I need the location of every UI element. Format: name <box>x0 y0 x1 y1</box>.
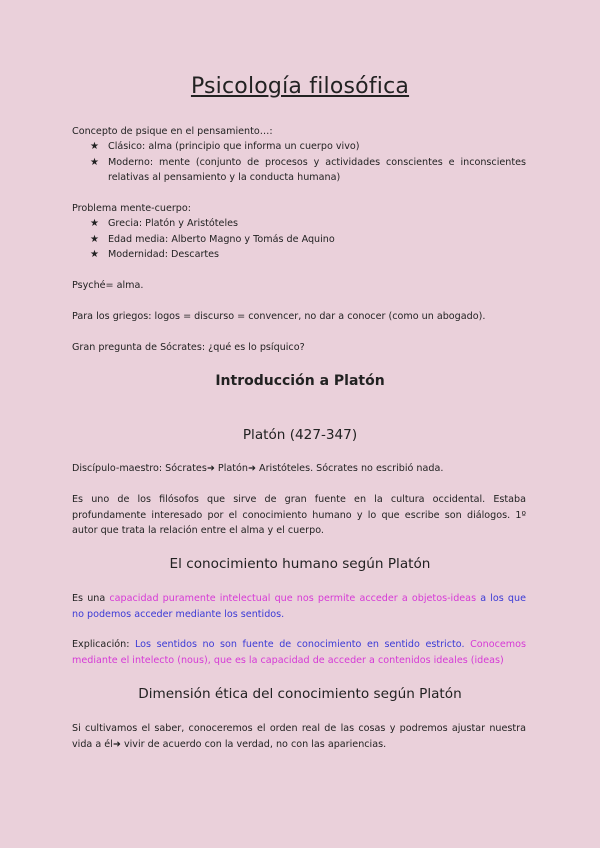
problem-intro: Problema mente-cuerpo: <box>72 203 191 214</box>
star-icon: ★ <box>90 156 99 168</box>
knowledge-heading: El conocimiento humano según Platón <box>169 556 431 572</box>
star-icon: ★ <box>90 141 99 152</box>
concept-list <box>72 139 526 186</box>
ethics-heading: Dimensión ética del conocimiento según Platón <box>138 686 462 702</box>
star-icon: ★ <box>90 218 99 229</box>
star-icon: ★ <box>90 233 99 245</box>
page-title: Psicología filosófica <box>190 74 410 99</box>
socrates-question: Gran pregunta de Sócrates: ¿qué es lo psíquico? <box>72 342 305 353</box>
disciple-line: Discípulo-maestro: Sócrates➜ Platón➜ Aristóteles. Sócrates no escribió nada. <box>72 463 444 474</box>
ethics-paragraph: Si cultivamos el saber, conoceremos el orden real de las cosas y podremos ajustar nuestra vida a él➜ vivir de acuerdo con la verdad, no con las apariencias. <box>72 723 526 750</box>
greeks-line: Para los griegos: logos = discurso = convencer, no dar a conocer (como un abogado). <box>72 311 486 322</box>
star-icon: ★ <box>90 249 99 260</box>
intro-heading: Introducción a Platón <box>215 373 385 389</box>
plato-heading: Platón (427-347) <box>242 427 358 443</box>
explanation-paragraph: Explicación: Los sentidos no son fuente de conocimiento en sentido estricto. Conocemos mediante el intelecto (nous), que es la capacidad de acceder a contenidos ideales (ideas) <box>72 639 526 666</box>
knowledge-paragraph: Es una capacidad puramente intelectual que nos permite acceder a objetos-ideas a los que no podemos acceder mediante los sentidos. <box>72 593 526 620</box>
problem-list <box>72 216 526 263</box>
list-item: ★ Moderno: mente (conjunto de procesos y actividades conscientes e inconscientes relativas al pensamiento y la conducta humana) <box>90 156 526 183</box>
list-item: ★ Edad media: Alberto Magno y Tomás de Aquino <box>72 232 526 248</box>
psyche-line: Psyché= alma. <box>72 280 144 291</box>
plato-description: Es uno de los filósofos que sirve de gran fuente en la cultura occidental. Estaba profundamente interesado por el conocimiento humano y lo que escribe son diálogos. 1º autor que trata la relación entre el alma y el cuerpo. <box>72 494 526 536</box>
list-item: ★ Modernidad: Descartes <box>72 247 526 263</box>
concept-intro: Concepto de psique en el pensamiento…: <box>72 126 273 137</box>
list-item: ★ Grecia: Platón y Aristóteles <box>72 216 526 232</box>
list-item: ★ Clásico: alma (principio que informa un cuerpo vivo) <box>72 139 526 155</box>
